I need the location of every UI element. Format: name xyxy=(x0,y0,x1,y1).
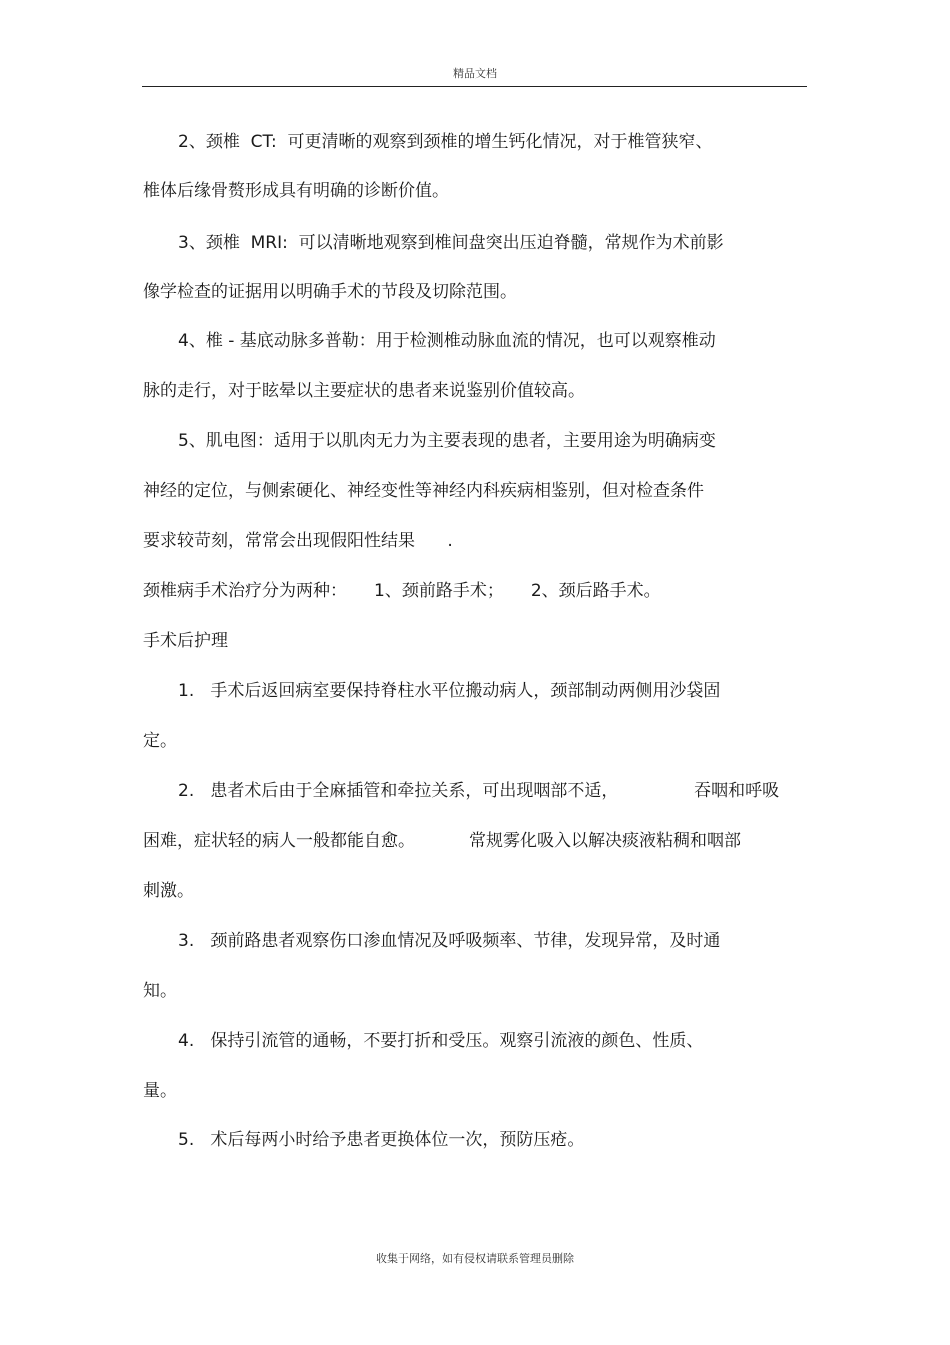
body-line: 颈椎病手术治疗分为两种： 1、颈前路手术； 2、颈后路手术。 xyxy=(143,581,661,601)
body-line: 脉的走行，对于眩晕以主要症状的患者来说鉴别价值较高。 xyxy=(143,381,585,401)
body-line: 量。 xyxy=(143,1081,177,1101)
body-line: 知。 xyxy=(143,981,177,1001)
body-line: 4、椎 - 基底动脉多普勒：用于检测椎动脉血流的情况，也可以观察椎动 xyxy=(178,331,716,351)
page-footer-text: 收集于网络，如有侵权请联系管理员删除 xyxy=(376,1252,574,1265)
body-line: 像学检查的证据用以明确手术的节段及切除范围。 xyxy=(143,282,517,302)
section-heading: 手术后护理 xyxy=(143,631,228,651)
body-line: 要求较苛刻，常常会出现假阳性结果 . xyxy=(143,531,453,551)
body-line: 3、颈椎 MRI: 可以清晰地观察到椎间盘突出压迫脊髓，常规作为术前影 xyxy=(178,233,724,253)
body-line: 5. 术后每两小时给予患者更换体位一次，预防压疮。 xyxy=(178,1130,585,1150)
body-line: 刺激。 xyxy=(143,881,194,901)
body-line: 3. 颈前路患者观察伤口渗血情况及呼吸频率、节律，发现异常，及时通 xyxy=(178,931,721,951)
header-divider xyxy=(142,86,807,87)
body-line: 2. 患者术后由于全麻插管和牵拉关系，可出现咽部不适， 吞咽和呼吸 xyxy=(178,781,780,801)
body-line: 神经的定位，与侧索硬化、神经变性等神经内科疾病相鉴别，但对检查条件 xyxy=(143,481,704,501)
body-line: 困难，症状轻的病人一般都能自愈。 常规雾化吸入以解决痰液粘稠和咽部 xyxy=(143,831,742,851)
body-line: 定。 xyxy=(143,731,177,751)
body-line: 2、颈椎 CT: 可更清晰的观察到颈椎的增生钙化情况，对于椎管狭窄、 xyxy=(178,132,713,152)
body-line: 4. 保持引流管的通畅，不要打折和受压。观察引流液的颜色、性质、 xyxy=(178,1031,704,1051)
page-header-title: 精品文档 xyxy=(453,67,497,80)
body-line: 椎体后缘骨赘形成具有明确的诊断价值。 xyxy=(143,181,449,201)
body-line: 5、肌电图：适用于以肌肉无力为主要表现的患者，主要用途为明确病变 xyxy=(178,431,716,451)
body-line: 1. 手术后返回病室要保持脊柱水平位搬动病人，颈部制动两侧用沙袋固 xyxy=(178,681,721,701)
